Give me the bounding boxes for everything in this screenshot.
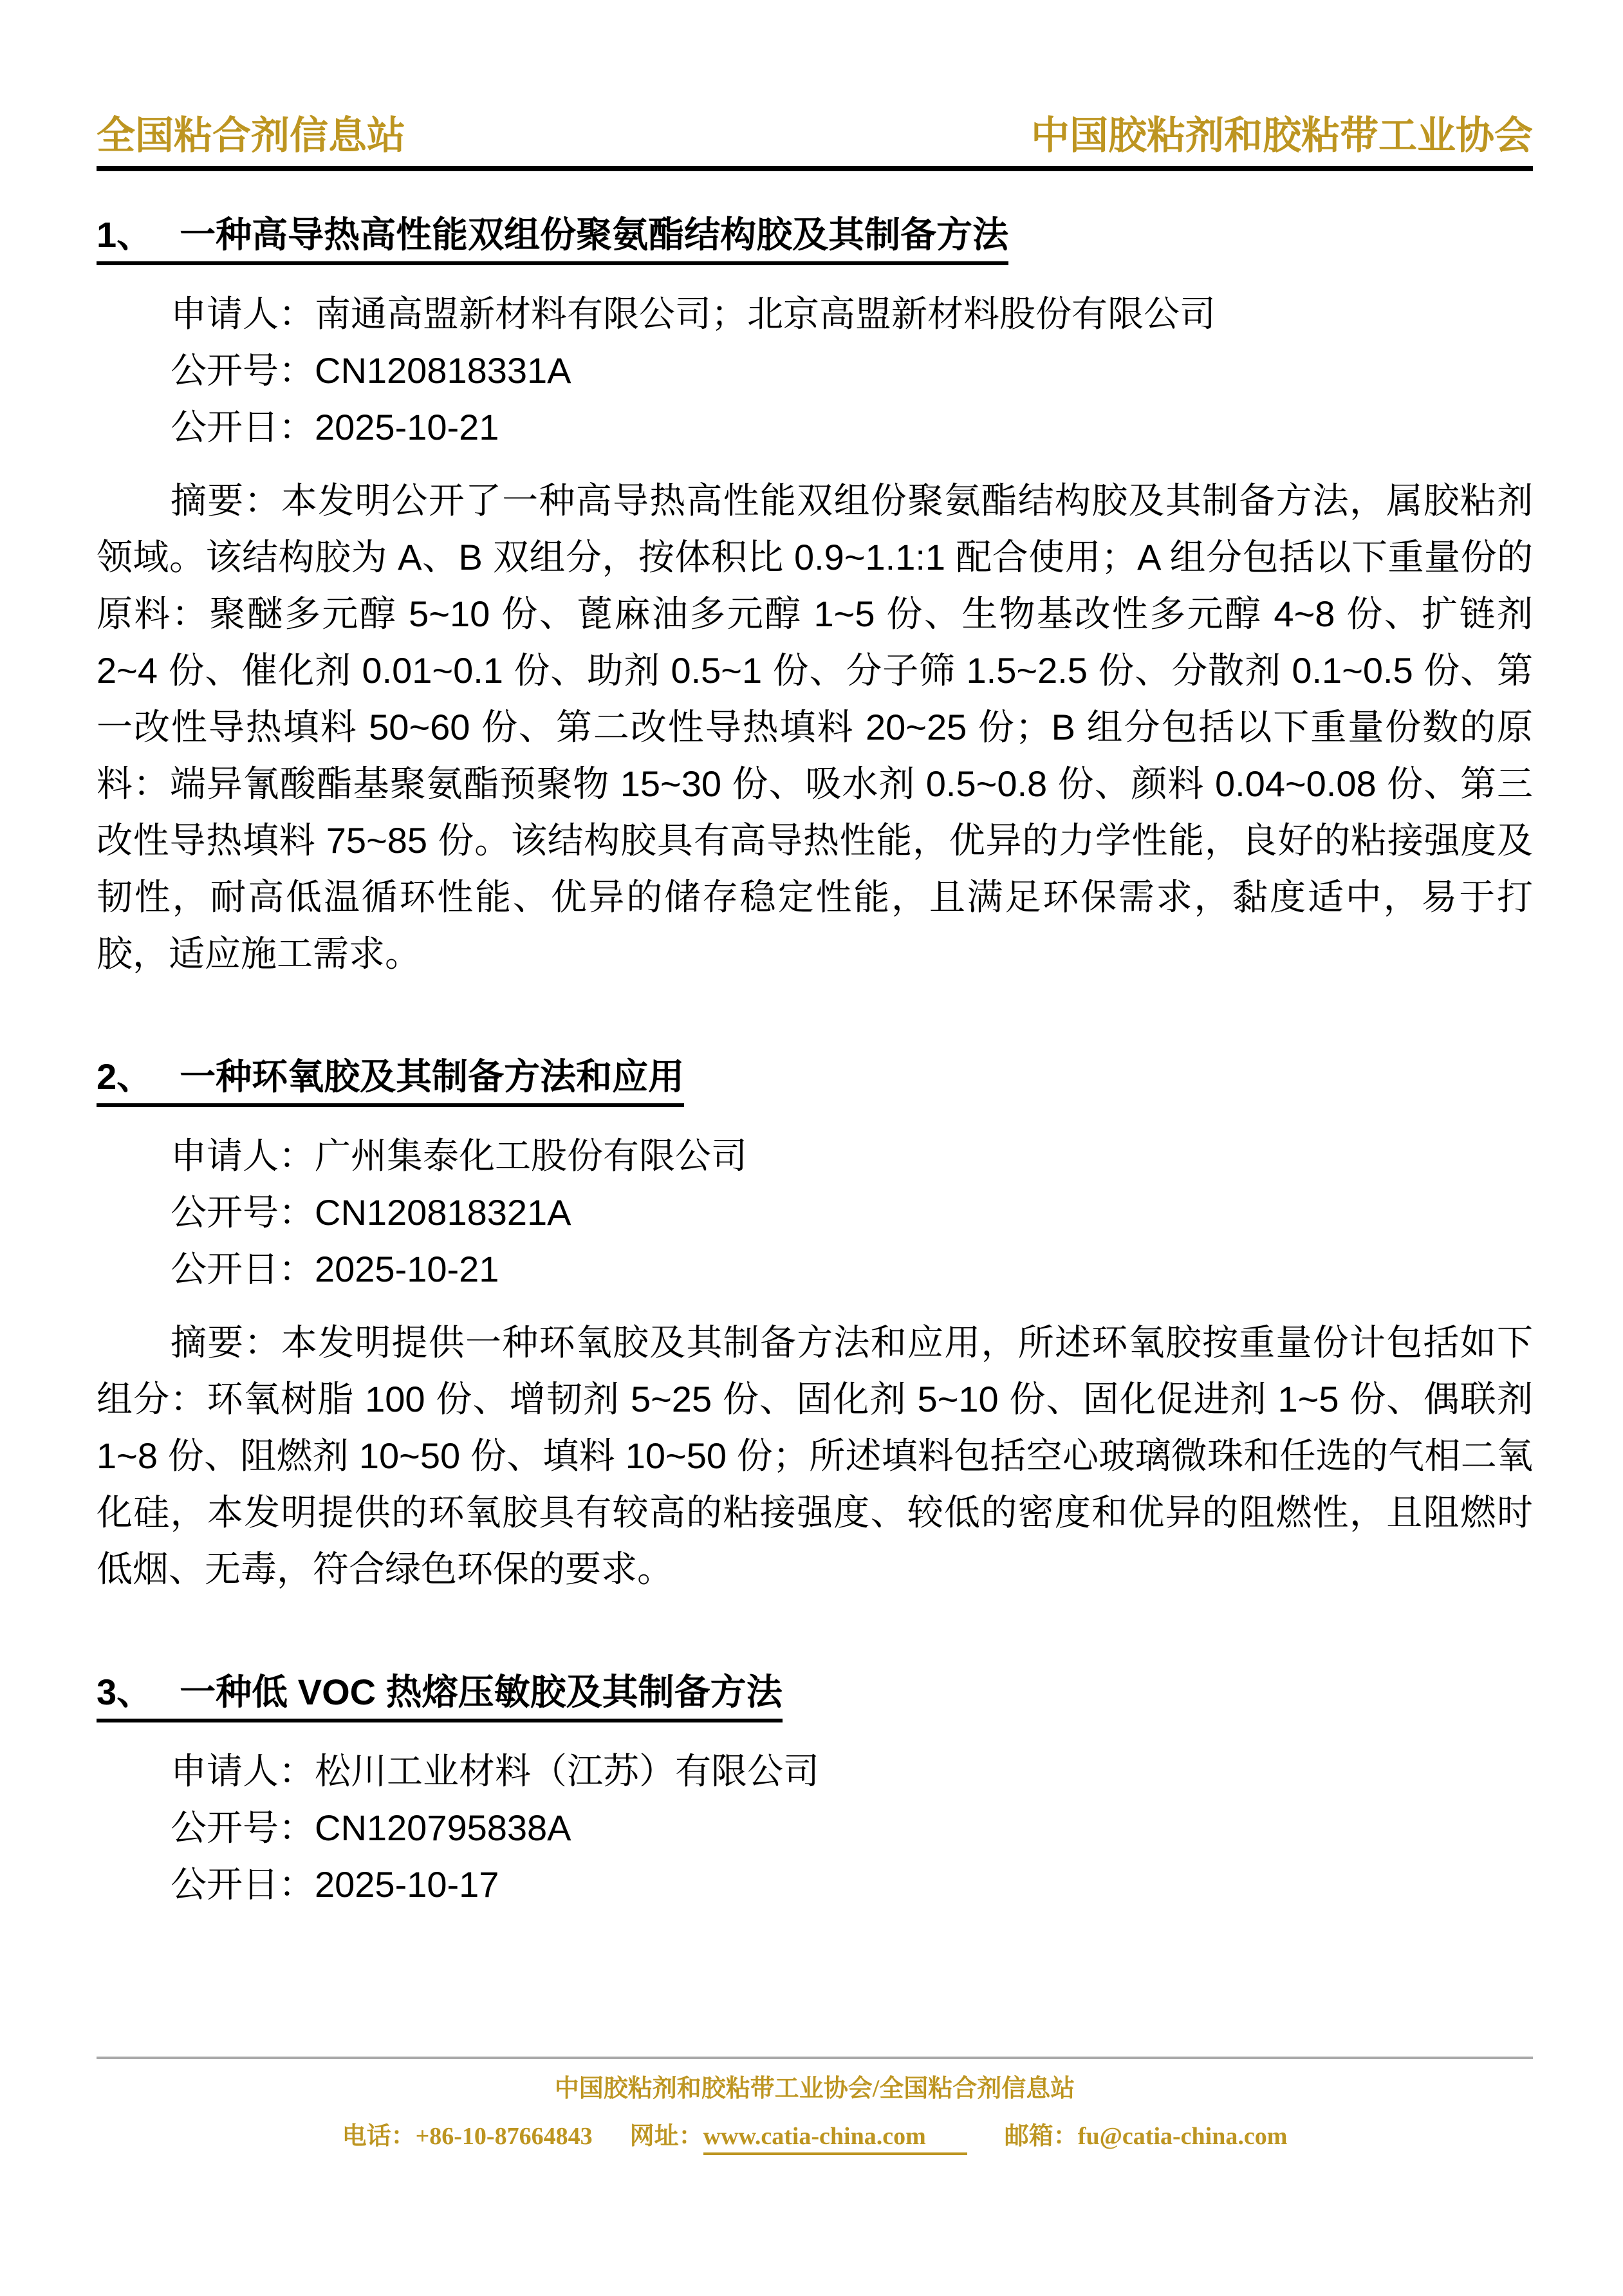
header-divider: [97, 166, 1533, 171]
publication-number-label: 公开号：: [171, 1192, 315, 1233]
publication-date-value: 2025-10-17: [315, 1864, 499, 1905]
abstract-text: 本发明公开了一种高导热高性能双组份聚氨酯结构胶及其制备方法，属胶粘剂领域。该结构胶为 A、B 双组分，按体积比 0.9~1.1:1 配合使用；A 组分包括以下重量份的原料：聚醚多元醇 5~10 份、蓖麻油多元醇 1~5 份、生物基改性多元醇 4~8 份、扩链剂 2~4 份、催化剂 0.01~0.1 份、助剂 0.5~1 份、分子筛 1.5~2.5 份、分散剂 0.1~0.5 份、第一改性导热填料 50~60 份、第二改性导热填料 20~25 份；B 组分包括以下重量份数的原料：端异氰酸酯基聚氨酯预聚物 15~30 份、吸水剂 0.5~0.8 份、颜料 0.04~0.08 份、第三改性导热填料 75~85 份。该结构胶具有高导热性能，优异的力学性能，良好的粘接强度及韧性，耐高低温循环性能、优异的储存稳定性能，且满足环保需求，黏度适中，易于打胶，适应施工需求。: [97, 480, 1533, 974]
field-applicant: [97, 1743, 1533, 1800]
email-value: fu@catia-china.com: [1077, 2123, 1288, 2150]
publication-date-label: 公开日：: [171, 1864, 315, 1905]
page-footer: [97, 2057, 1533, 2152]
patent-entry-1: [97, 212, 1533, 982]
entry-title: [97, 1054, 1533, 1099]
site-name-left: 全国粘合剂信息站: [97, 115, 405, 157]
field-applicant: [97, 286, 1533, 342]
footer-org-line: 中国胶粘剂和胶粘带工业协会/全国粘合剂信息站: [554, 2075, 1075, 2102]
applicant-value: 广州集泰化工股份有限公司: [315, 1135, 747, 1176]
association-name-right: 中国胶粘剂和胶粘带工业协会: [1031, 115, 1533, 157]
publication-number-value: CN120818321A: [315, 1192, 571, 1233]
patent-entry-2: [97, 1054, 1533, 1598]
field-publication-number: [97, 342, 1533, 399]
abstract-label: 摘要：: [171, 1322, 281, 1363]
publication-number-value: CN120795838A: [315, 1807, 571, 1848]
field-publication-date: [97, 1241, 1533, 1298]
entry-abstract: [97, 472, 1533, 982]
applicant-label: 申请人：: [171, 294, 315, 334]
applicant-value: 松川工业材料（江苏）有限公司: [315, 1751, 819, 1791]
entry-number: 3、: [97, 1672, 153, 1712]
entry-title-text: 一种低 VOC 热熔压敏胶及其制备方法: [180, 1672, 783, 1712]
patent-entry-3: [97, 1670, 1533, 1913]
field-publication-date: [97, 399, 1533, 456]
publication-date-label: 公开日：: [171, 1249, 315, 1289]
page-header: [97, 115, 1533, 157]
email-label: 邮箱：: [1004, 2123, 1078, 2150]
field-applicant: [97, 1128, 1533, 1184]
publication-number-label: 公开号：: [171, 1807, 315, 1848]
entry-title-underline: [97, 214, 1008, 265]
website-label: 网址：: [629, 2123, 703, 2150]
website-link[interactable]: www.catia-china.com: [703, 2123, 967, 2155]
field-publication-date: [97, 1856, 1533, 1913]
phone-label: 电话：: [342, 2123, 416, 2150]
entry-number: 2、: [97, 1056, 153, 1097]
entry-title-text: 一种高导热高性能双组份聚氨酯结构胶及其制备方法: [180, 214, 1009, 255]
phone-value: +86-10-87664843: [415, 2123, 593, 2150]
publication-number-label: 公开号：: [171, 350, 315, 391]
entry-abstract: [97, 1314, 1533, 1598]
patent-list: [97, 212, 1533, 1913]
abstract-label: 摘要：: [171, 480, 281, 521]
footer-contact-line: [97, 2121, 1533, 2152]
entry-title-underline: [97, 1056, 684, 1107]
applicant-label: 申请人：: [171, 1135, 315, 1176]
entry-title: [97, 1670, 1533, 1715]
footer-divider: [97, 2057, 1533, 2059]
field-publication-number: [97, 1800, 1533, 1856]
publication-date-value: 2025-10-21: [315, 407, 499, 447]
entry-number: 1、: [97, 214, 153, 255]
publication-date-label: 公开日：: [171, 407, 315, 447]
applicant-value: 南通高盟新材料有限公司；北京高盟新材料股份有限公司: [315, 294, 1216, 334]
publication-number-value: CN120818331A: [315, 350, 571, 391]
entry-title-underline: [97, 1672, 783, 1722]
publication-date-value: 2025-10-21: [315, 1249, 499, 1289]
abstract-text: 本发明提供一种环氧胶及其制备方法和应用，所述环氧胶按重量份计包括如下组分：环氧树脂 100 份、增韧剂 5~25 份、固化剂 5~10 份、固化促进剂 1~5 份、偶联剂 1~8 份、阻燃剂 10~50 份、填料 10~50 份；所述填料包括空心玻璃微珠和任选的气相二氧化硅，本发明提供的环氧胶具有较高的粘接强度、较低的密度和优异的阻燃性，且阻燃时低烟、无毒，符合绿色环保的要求。: [97, 1322, 1533, 1589]
applicant-label: 申请人：: [171, 1751, 315, 1791]
entry-title-text: 一种环氧胶及其制备方法和应用: [180, 1056, 685, 1097]
field-publication-number: [97, 1184, 1533, 1241]
entry-title: [97, 212, 1533, 257]
